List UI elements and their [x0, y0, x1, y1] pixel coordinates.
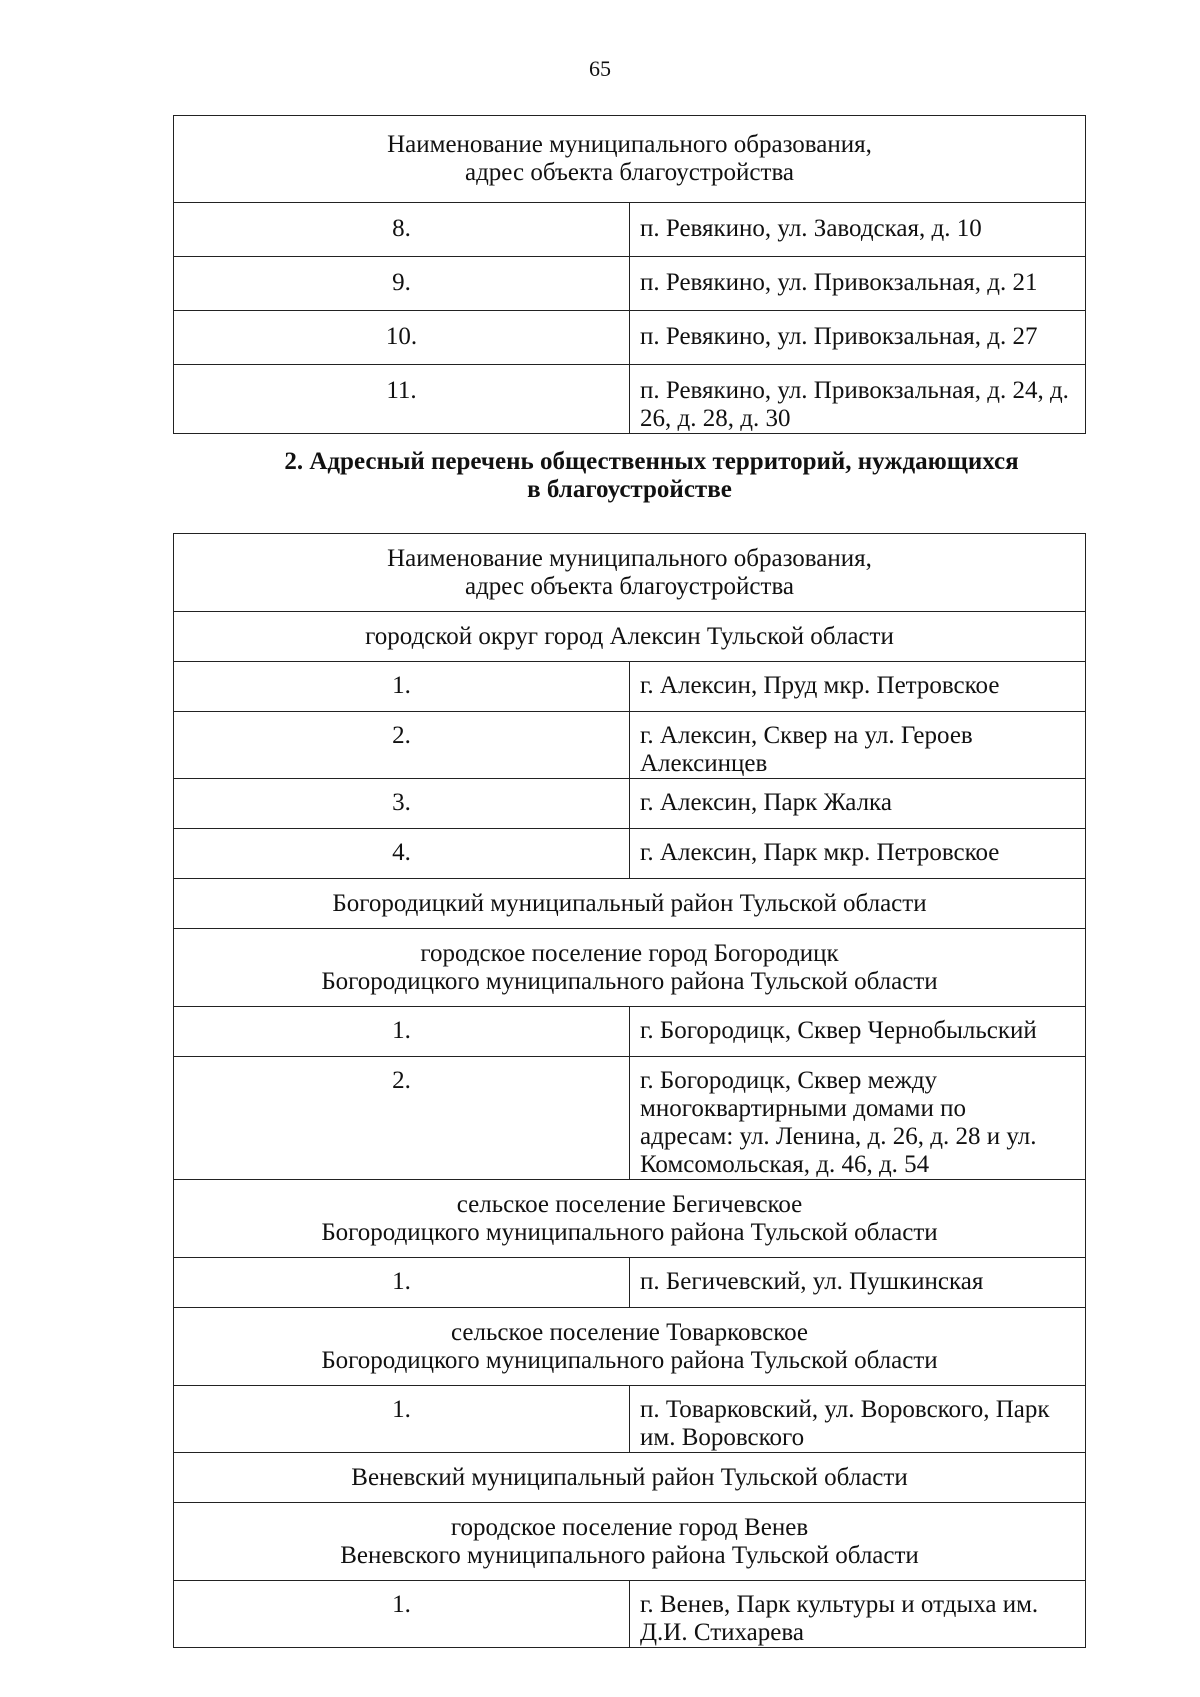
row-address — [630, 1258, 1086, 1308]
group-header-cell — [174, 1453, 1086, 1503]
table-header-row — [174, 116, 1086, 203]
table-header-cell — [174, 534, 1086, 612]
row-address — [630, 1386, 1086, 1453]
table-header-row — [174, 534, 1086, 612]
group-header-line: Веневский муниципальный район Тульской области — [351, 1463, 908, 1491]
table-row — [174, 1007, 1086, 1057]
table-row — [174, 829, 1086, 879]
header-line: Наименование муниципального образования, — [387, 544, 872, 572]
group-header-line: сельское поселение Товарковское — [450, 1318, 809, 1346]
group-header-line: Богородицкого муниципального района Тульской области — [321, 1218, 938, 1246]
address-line: г. Богородицк, Сквер Чернобыльский — [640, 1017, 1037, 1044]
address-line: п. Бегичевский, ул. Пушкинская — [640, 1268, 984, 1295]
table-row — [174, 311, 1086, 365]
address-line: г. Богородицк, Сквер между многоквартирными домами по — [640, 1067, 966, 1122]
section-heading-line: в благоустройстве — [527, 476, 732, 503]
group-header-row — [174, 1503, 1086, 1581]
table-row — [174, 779, 1086, 829]
group-header-line: городское поселение город Венев — [450, 1513, 809, 1541]
group-header-line: городское поселение город Богородицк — [420, 939, 839, 967]
group-header-line: Богородицкого муниципального района Тульской области — [321, 967, 938, 995]
row-address — [630, 662, 1086, 712]
address-line: г. Алексин, Парк Жалка — [640, 789, 892, 816]
group-header-cell — [174, 929, 1086, 1007]
group-header-row — [174, 1180, 1086, 1258]
address-line: п. Товарковский, ул. Воровского, Парк им. Воровского — [640, 1396, 1050, 1451]
public-territories-table — [173, 533, 1086, 1648]
row-address: п. Ревякино, ул. Заводская, д. 10 — [630, 203, 1086, 257]
table-row — [174, 1386, 1086, 1453]
section-heading-line: 2. Адресный перечень общественных территорий, нуждающихся — [284, 448, 1019, 475]
table-header-cell — [174, 116, 1086, 203]
group-header-row — [174, 879, 1086, 929]
address-line: г. Алексин, Парк мкр. Петровское — [640, 839, 1000, 866]
row-number: 2. — [174, 712, 630, 779]
group-header-line: Богородицкого муниципального района Тульской области — [321, 1346, 938, 1374]
table-row — [174, 662, 1086, 712]
header-line: Наименование муниципального образования, — [387, 131, 872, 158]
page-number: 65 — [589, 56, 611, 81]
table-row — [174, 203, 1086, 257]
row-address — [630, 712, 1086, 779]
address-table-continued — [173, 115, 1086, 434]
row-number: 2. — [174, 1057, 630, 1180]
row-number: 1. — [174, 1007, 630, 1057]
row-number: 8. — [174, 203, 630, 257]
table-row — [174, 1258, 1086, 1308]
group-header-row — [174, 929, 1086, 1007]
header-line: адрес объекта благоустройства — [464, 159, 795, 186]
group-header-line: сельское поселение Бегичевское — [456, 1190, 803, 1218]
row-address — [630, 1007, 1086, 1057]
row-address — [630, 779, 1086, 829]
row-number: 1. — [174, 1258, 630, 1308]
group-header-cell — [174, 879, 1086, 929]
address-line: г. Алексин, Сквер на ул. Героев Алексинцев — [640, 722, 973, 777]
row-number: 9. — [174, 257, 630, 311]
group-header-line: Веневского муниципального района Тульской области — [340, 1541, 919, 1569]
row-address: п. Ревякино, ул. Привокзальная, д. 24, д. 26, д. 28, д. 30 — [630, 365, 1086, 434]
row-address — [630, 1581, 1086, 1648]
row-number: 11. — [174, 365, 630, 434]
row-address — [630, 1057, 1086, 1180]
row-number: 1. — [174, 662, 630, 712]
group-header-row — [174, 1308, 1086, 1386]
address-line: г. Алексин, Пруд мкр. Петровское — [640, 672, 1000, 699]
row-number: 1. — [174, 1581, 630, 1648]
table-row — [174, 1581, 1086, 1648]
group-header-row — [174, 1453, 1086, 1503]
group-header-cell — [174, 1308, 1086, 1386]
row-number: 4. — [174, 829, 630, 879]
group-header-line: городской округ город Алексин Тульской области — [365, 622, 894, 650]
address-line: г. Венев, Парк культуры и отдыха им. Д.И. Стихарева — [640, 1591, 1039, 1646]
group-header-line: Богородицкий муниципальный район Тульской области — [332, 889, 927, 917]
row-address — [630, 829, 1086, 879]
row-address: п. Ревякино, ул. Привокзальная, д. 21 — [630, 257, 1086, 311]
group-header-row — [174, 612, 1086, 662]
group-header-cell — [174, 1503, 1086, 1581]
header-line: адрес объекта благоустройства — [464, 572, 795, 600]
row-number: 1. — [174, 1386, 630, 1453]
table-row — [174, 1057, 1086, 1180]
address-line: адресам: ул. Ленина, д. 26, д. 28 и ул. Комсомольская, д. 46, д. 54 — [640, 1123, 1037, 1178]
table-row — [174, 712, 1086, 779]
section-heading — [173, 448, 1086, 504]
row-address: п. Ревякино, ул. Привокзальная, д. 27 — [630, 311, 1086, 365]
group-header-cell — [174, 1180, 1086, 1258]
table-row — [174, 365, 1086, 434]
row-number: 10. — [174, 311, 630, 365]
group-header-cell — [174, 612, 1086, 662]
row-number: 3. — [174, 779, 630, 829]
table-row — [174, 257, 1086, 311]
